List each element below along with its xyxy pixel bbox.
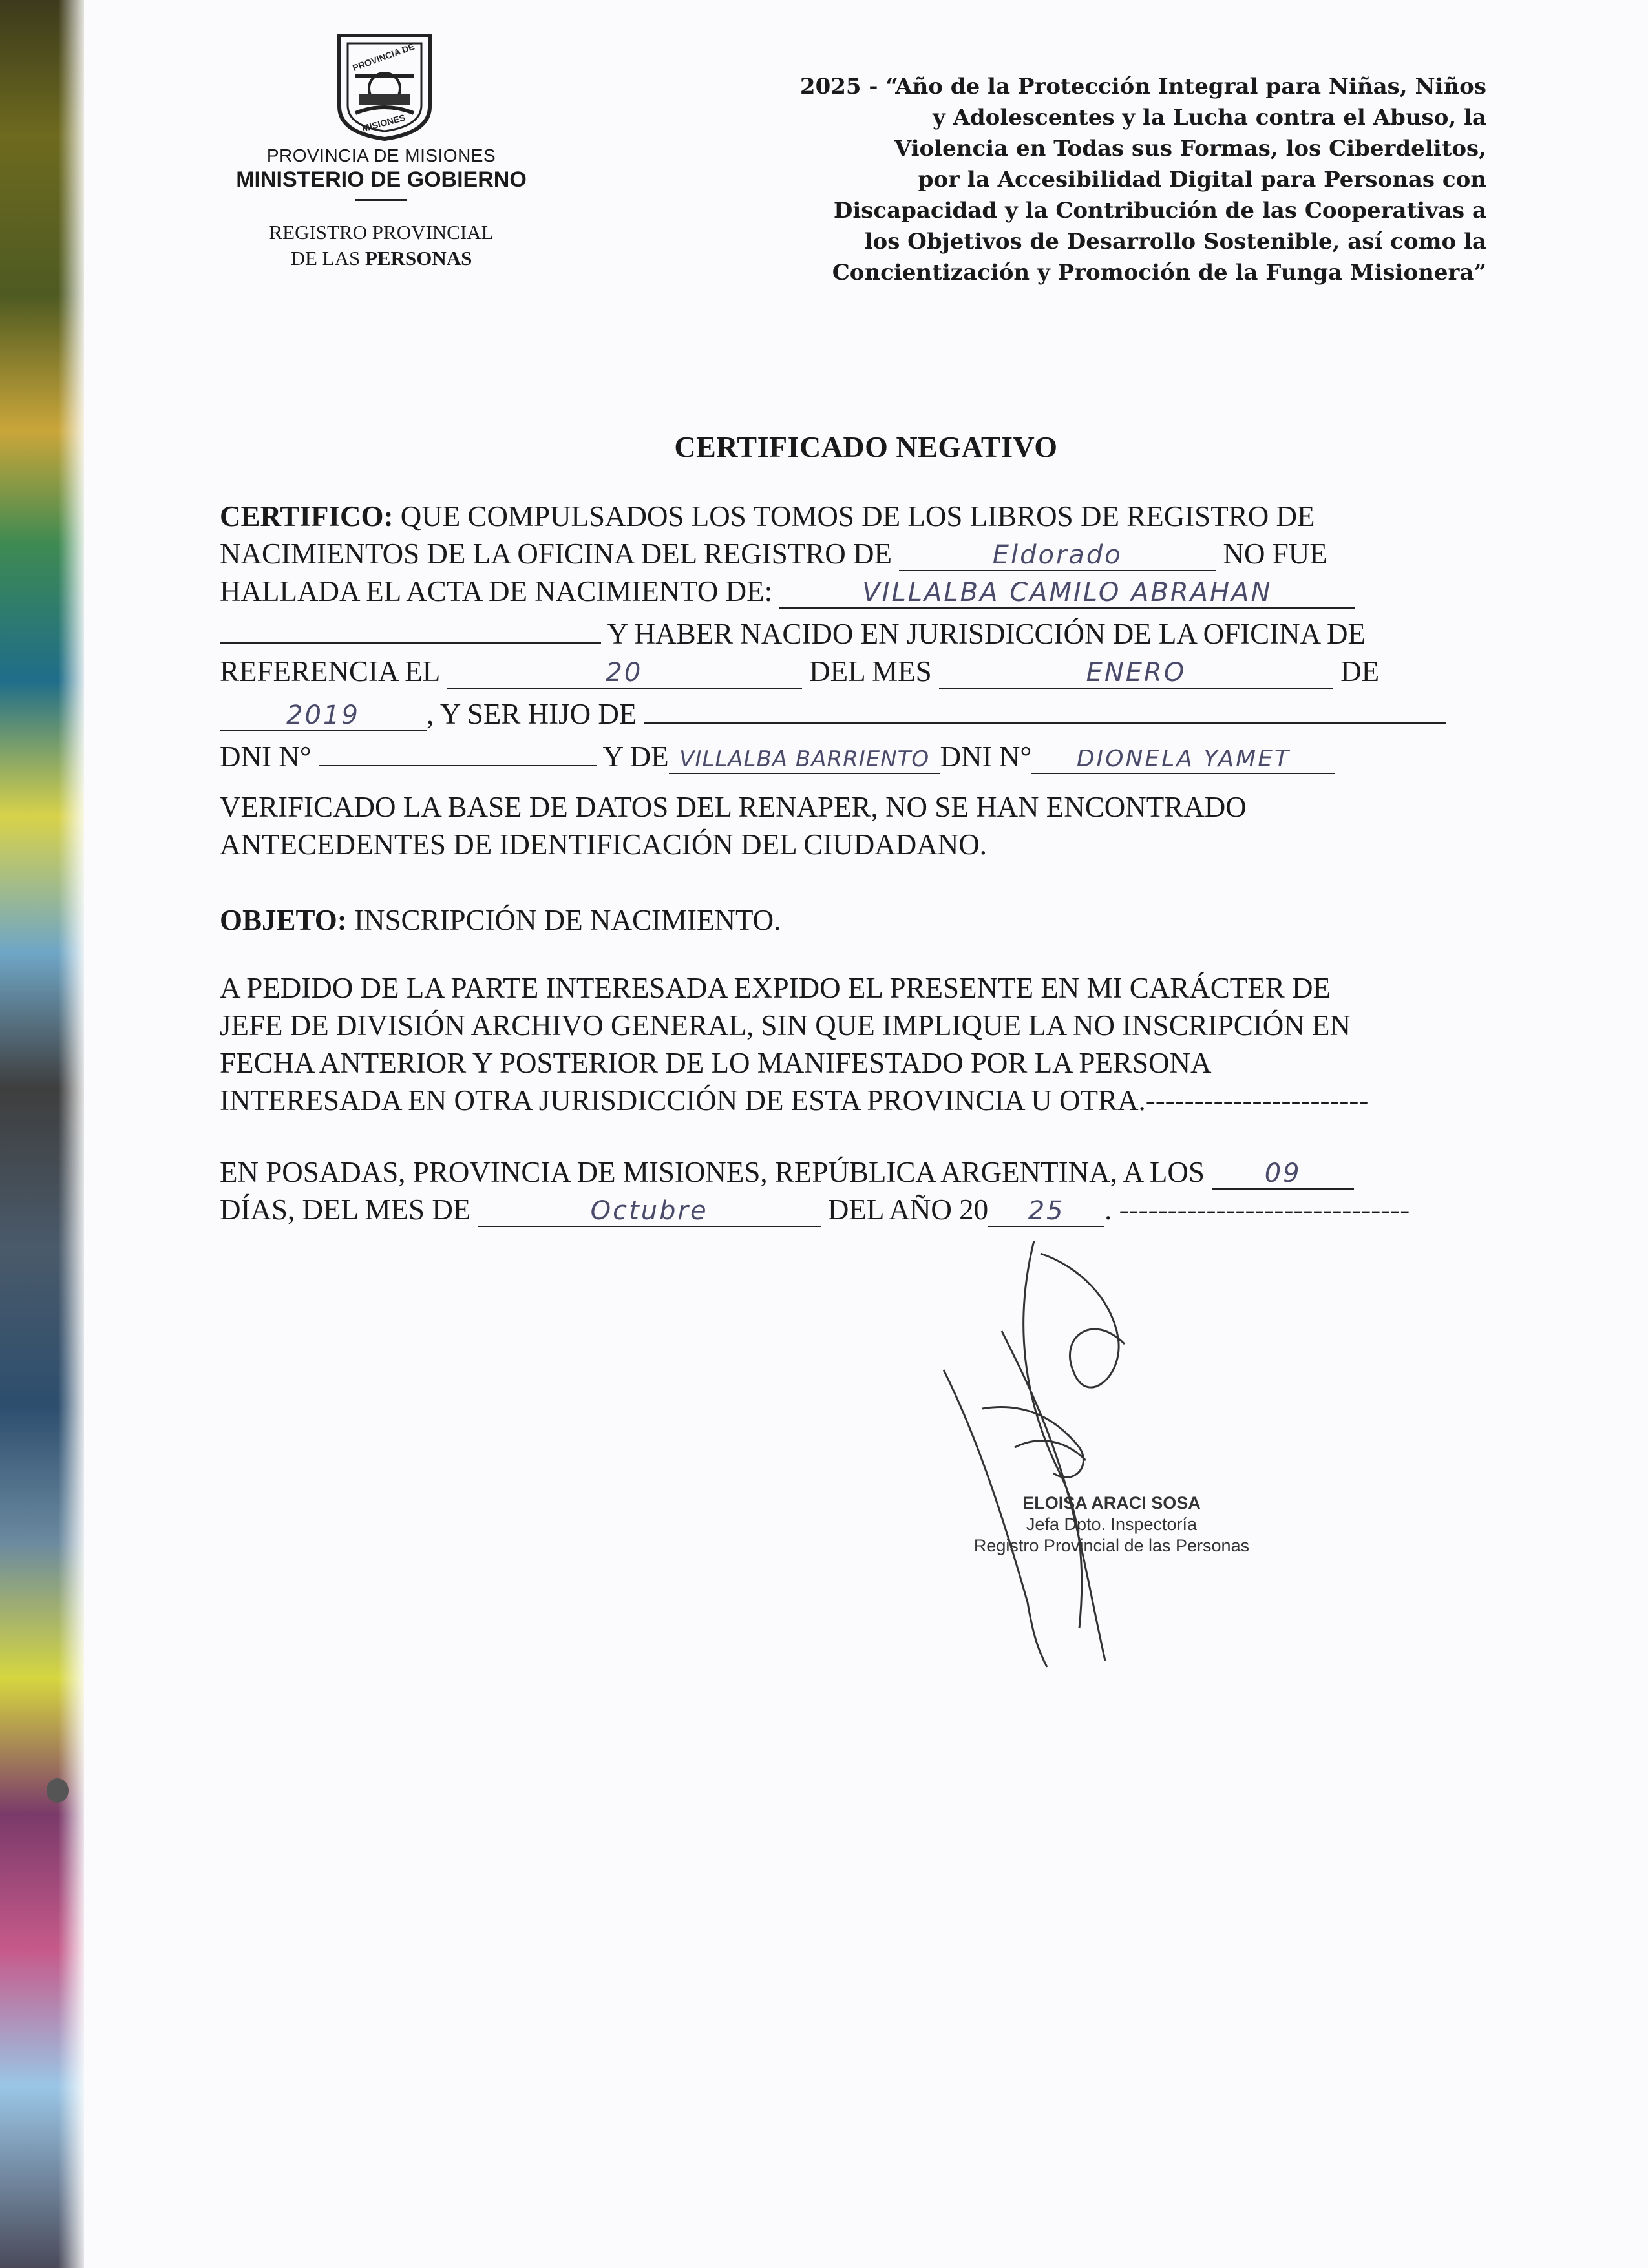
document-title: CERTIFICADO NEGATIVO xyxy=(674,430,1058,463)
ministry-block xyxy=(194,145,569,201)
divider xyxy=(355,199,407,201)
verificado-line: VERIFICADO LA BASE DE DATOS DEL RENAPER, NO SE HAN ENCONTRADO xyxy=(220,791,1247,823)
year-field[interactable] xyxy=(220,698,427,731)
official-org: Registro Provincial de las Personas xyxy=(973,1536,1250,1555)
certifico-paragraph xyxy=(220,498,1538,775)
pedido-line: INTERESADA EN OTRA JURISDICCIÓN DE ESTA PROVINCIA U OTRA.----------------------- xyxy=(220,1084,1369,1117)
ministry-label: MINISTERIO DE GOBIERNO xyxy=(236,167,527,192)
day-field[interactable] xyxy=(447,655,802,689)
signature-icon xyxy=(924,1241,1196,1680)
month-field[interactable] xyxy=(939,655,1333,689)
punch-hole xyxy=(47,1778,69,1803)
certifico-text: REFERENCIA EL xyxy=(220,655,439,688)
motto-line: y Adolescentes y la Lucha contra el Abuso, la xyxy=(932,105,1486,131)
handwritten-signature xyxy=(924,1241,1196,1680)
registry-line-2 xyxy=(194,246,569,271)
child-name-value: VILLALBA CAMILO ABRAHAN xyxy=(862,578,1273,607)
registry-line-1: REGISTRO PROVINCIAL xyxy=(269,221,494,244)
mother-dni-field[interactable] xyxy=(1031,740,1335,774)
father-dni-field[interactable] xyxy=(319,733,597,766)
certifico-label: CERTIFICO: xyxy=(220,500,394,532)
registry-block xyxy=(194,220,569,271)
closing-paragraph xyxy=(220,1153,1538,1228)
registry-strong: PERSONAS xyxy=(365,247,472,269)
child-name-field[interactable] xyxy=(779,575,1355,609)
day-value: 20 xyxy=(606,658,643,688)
blank-line[interactable] xyxy=(220,610,601,644)
certifico-text: Y HABER NACIDO EN JURISDICCIÓN DE LA OFICINA DE xyxy=(607,618,1366,650)
issue-day-value: 09 xyxy=(1264,1159,1302,1188)
motto-line: 2025 - “Año de la Protección Integral para Niñas, Niños xyxy=(799,74,1486,100)
mother-surname-value: VILLALBA BARRIENTO xyxy=(679,746,930,772)
motto-line: Discapacidad y la Contribución de las Cooperativas a xyxy=(833,198,1486,224)
office-value: Eldorado xyxy=(992,540,1123,570)
issue-year-value: 25 xyxy=(1028,1196,1065,1226)
verificado-line: ANTECEDENTES DE IDENTIFICACIÓN DEL CIUDADANO. xyxy=(220,828,987,861)
objeto-paragraph xyxy=(220,901,1538,939)
closing-text: DEL AÑO 20 xyxy=(827,1193,989,1226)
pedido-line: FECHA ANTERIOR Y POSTERIOR DE LO MANIFESTADO POR LA PERSONA xyxy=(220,1047,1212,1079)
certifico-text: DEL MES xyxy=(809,655,932,688)
issue-month-field[interactable] xyxy=(478,1193,821,1227)
scan-border xyxy=(0,0,84,2268)
objeto-label: OBJETO: xyxy=(220,904,347,936)
year-motto xyxy=(679,71,1486,288)
issue-month-value: Octubre xyxy=(590,1196,708,1226)
issue-day-field[interactable] xyxy=(1212,1156,1354,1190)
registry-prefix: DE LAS xyxy=(290,247,361,269)
motto-line: los Objetivos de Desarrollo Sostenible, así como la xyxy=(864,229,1486,255)
official-name: ELOISA ARACI SOSA xyxy=(1022,1493,1201,1513)
verificado-paragraph xyxy=(220,788,1538,863)
closing-text: . ------------------------------ xyxy=(1104,1193,1410,1226)
certifico-text: HALLADA EL ACTA DE NACIMIENTO DE: xyxy=(220,575,773,607)
pedido-line: JEFE DE DIVISIÓN ARCHIVO GENERAL, SIN QUE IMPLIQUE LA NO INSCRIPCIÓN EN xyxy=(220,1009,1351,1042)
pedido-paragraph xyxy=(220,969,1538,1119)
pedido-line: A PEDIDO DE LA PARTE INTERESADA EXPIDO EL PRESENTE EN MI CARÁCTER DE xyxy=(220,972,1331,1004)
svg-text:MISIONES: MISIONES xyxy=(361,112,407,134)
official-stamp xyxy=(918,1493,1305,1557)
province-seal-logo xyxy=(330,29,439,142)
certifico-text: NACIMIENTOS DE LA OFICINA DEL REGISTRO DE xyxy=(220,538,892,570)
province-label: PROVINCIA DE MISIONES xyxy=(266,145,496,165)
certifico-text: DNI N° xyxy=(220,740,312,773)
certifico-text: DE xyxy=(1340,655,1380,688)
certifico-text: Y DE xyxy=(602,740,669,773)
year-value: 2019 xyxy=(286,700,360,730)
mother-name-value: DIONELA YAMET xyxy=(1076,746,1291,772)
motto-line: Concientización y Promoción de la Funga Misionera” xyxy=(832,260,1486,286)
closing-text: EN POSADAS, PROVINCIA DE MISIONES, REPÚBLICA ARGENTINA, A LOS xyxy=(220,1156,1205,1188)
motto-line: Violencia en Todas sus Formas, los Ciberdelitos, xyxy=(894,136,1486,162)
official-role: Jefa Dpto. Inspectoría xyxy=(1026,1515,1198,1534)
office-field[interactable] xyxy=(899,538,1216,571)
certifico-text: NO FUE xyxy=(1223,538,1327,570)
document-page xyxy=(84,0,1648,2268)
mother-surname-field[interactable] xyxy=(669,740,940,774)
certifico-text: DNI N° xyxy=(940,740,1032,773)
certifico-text: QUE COMPULSADOS LOS TOMOS DE LOS LIBROS DE REGISTRO DE xyxy=(400,500,1315,532)
closing-text: DÍAS, DEL MES DE xyxy=(220,1193,471,1226)
certifico-text: , Y SER HIJO DE xyxy=(427,698,637,730)
month-value: ENERO xyxy=(1086,658,1187,688)
father-field[interactable] xyxy=(644,690,1446,724)
svg-text:PROVINCIA DE: PROVINCIA DE xyxy=(351,41,416,74)
issue-year-field[interactable] xyxy=(988,1193,1104,1227)
seal-icon xyxy=(330,29,439,142)
objeto-text: INSCRIPCIÓN DE NACIMIENTO. xyxy=(354,904,781,936)
motto-line: por la Accesibilidad Digital para Personas con xyxy=(918,167,1486,193)
